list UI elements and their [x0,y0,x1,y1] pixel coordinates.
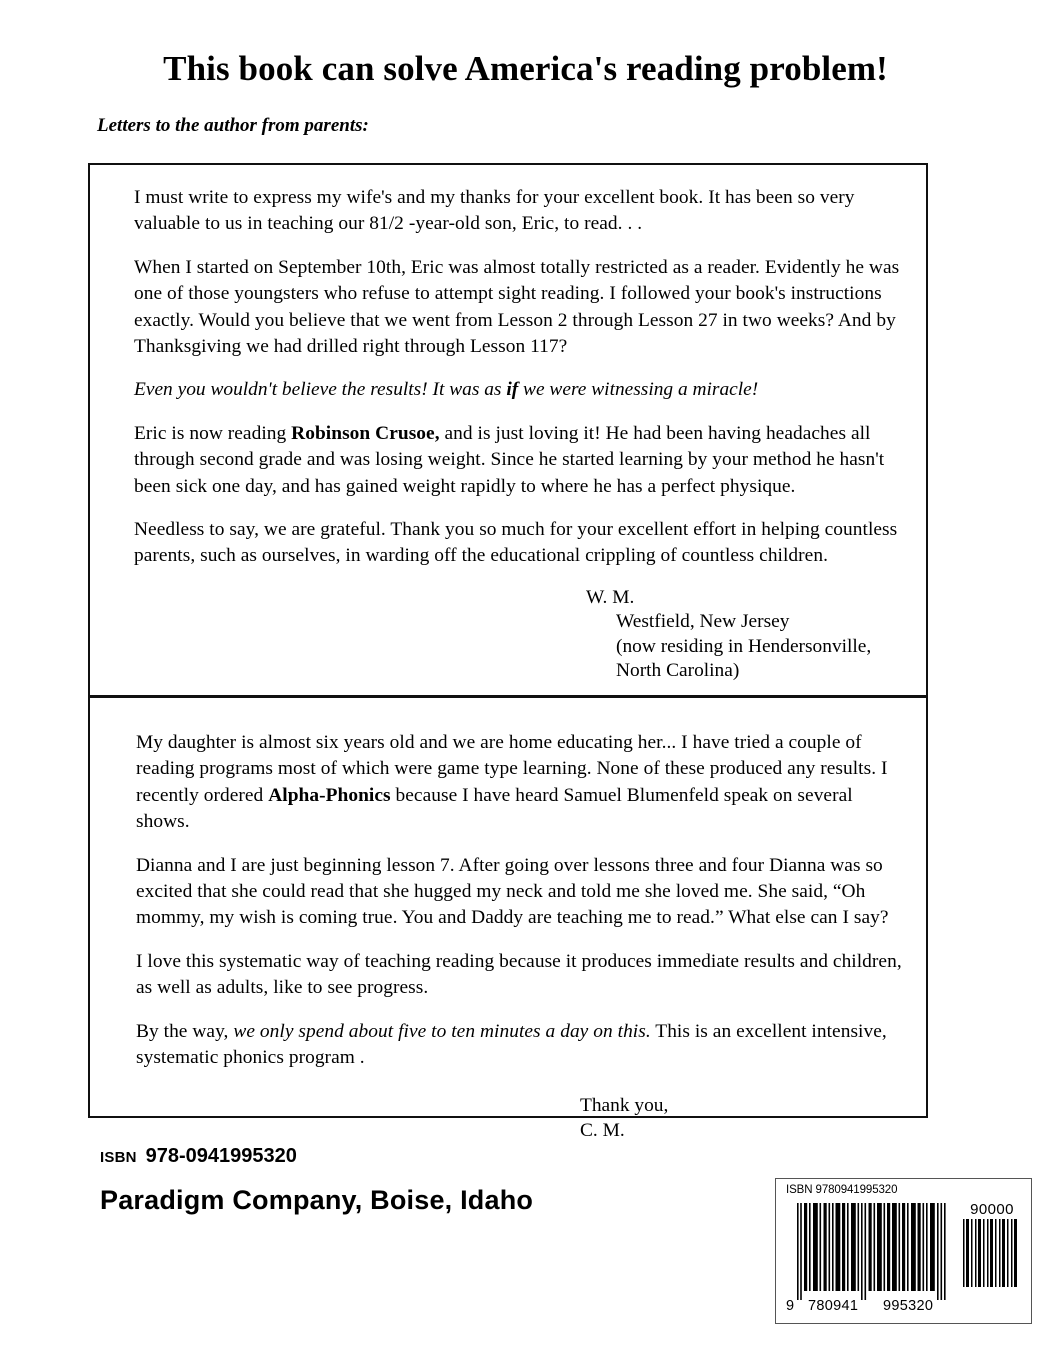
emphasis-strong: if [506,379,519,401]
subtitle-letters-to-author: Letters to the author from parents: [97,115,369,136]
publisher-name: Paradigm Company, Boise, Idaho [100,1185,534,1215]
signature-name: W. M. [586,586,635,608]
signature-thank-you: Thank you, [580,1095,669,1117]
paragraph-pre: By the way, [136,1020,234,1042]
barcode-addon-value: 90000 [970,1201,1014,1218]
barcode-digit-group-3: 995320 [883,1298,934,1314]
signature-line-1: Westfield, New Jersey [616,611,790,633]
signature-line-2: (now residing in Hendersonville, [616,635,872,657]
letter-two-paragraph-1 [136,730,904,836]
signature-initials: C. M. [580,1120,625,1142]
isbn-label: ISBN [100,1149,137,1166]
ean13-barcode-icon [797,1203,947,1300]
paragraph-post: because I have heard Samuel Blumenfeld speak on several shows. [136,784,853,833]
paragraph-post: This is an excellent intensive, systematic phonics program . [136,1020,887,1069]
book-title-robinson-crusoe: Robinson Crusoe, [291,422,440,444]
product-name-alpha-phonics: Alpha-Phonics [268,784,391,806]
letter-one-paragraph-2: When I started on September 10th, Eric was almost totally restricted as a reader. Evidently he was one of those youngsters who refuse to attempt sight reading. I followed your book's instructions exactly. Would you believe that we went from Lesson 2 through Lesson 27 in two weeks? And by Thanksgiving we had drilled right through Lesson 117? [134,256,900,358]
isbn-line [100,1145,297,1168]
ean5-addon-barcode-icon [963,1219,1018,1287]
letter-two-paragraph-2: Dianna and I are just beginning lesson 7. After going over lessons three and four Dianna was so excited that she could read that she hugged my neck and told me she loved me. She said, “Oh mommy, my wish is coming true. You and Daddy are teaching me to read.” What else can I say? [136,854,889,929]
letter-one-emphasis-line [134,377,908,403]
paragraph-italic-emphasis: we only spend about five to ten minutes a day on this. [233,1020,651,1042]
letter-two-paragraph-3: I love this systematic way of teaching reading because it produces immediate results and children, as well as adults, like to see progress. [136,950,902,999]
letter-one-paragraph-4 [134,421,908,500]
letter-two-paragraph-4 [136,1019,904,1072]
testimonial-letters-box [88,163,928,1142]
page-title: This book can solve America's reading problem! [163,49,888,88]
paragraph-post: and is just loving it! He had been having headaches all through second grade and was losing weight. Since he started learning by your method he hasn't been sick one day, and has gained weight rapidly to where he has a perfect physique. [134,422,885,497]
letter-two-signature [136,1093,904,1143]
paragraph-pre: My daughter is almost six years old and we are home educating her... I have tried a couple of reading programs most of which were game type learning. None of these produced any results. I recently ordered [136,732,888,806]
letter-one [90,165,926,695]
barcode-digit-group-2: 780941 [808,1298,859,1314]
paragraph-pre: Eric is now reading [134,422,292,444]
barcode-isbn-text: ISBN 9780941995320 [786,1184,898,1196]
isbn-number: 978-0941995320 [145,1145,297,1167]
emphasis-post: we were witnessing a miracle! [518,379,759,401]
emphasis-pre: Even you wouldn't believe the results! It was as [134,379,507,401]
letter-one-paragraph-1: I must write to express my wife's and my thanks for your excellent book. It has been so very valuable to us in teaching our 81/2 -year-old son, Eric, to read. . . [134,187,855,235]
letter-one-paragraph-5: Needless to say, we are grateful. Thank you so much for your excellent effort in helping countless parents, such as ourselves, in warding off the educational crippling of countless children. [134,519,898,567]
barcode-digits [786,1298,961,1318]
barcode-block [775,1178,1032,1324]
letter-two [90,698,926,1143]
signature-line-3: North Carolina) [616,660,740,682]
letter-one-signature [134,586,908,684]
barcode-digit-group-1: 9 [786,1298,795,1314]
